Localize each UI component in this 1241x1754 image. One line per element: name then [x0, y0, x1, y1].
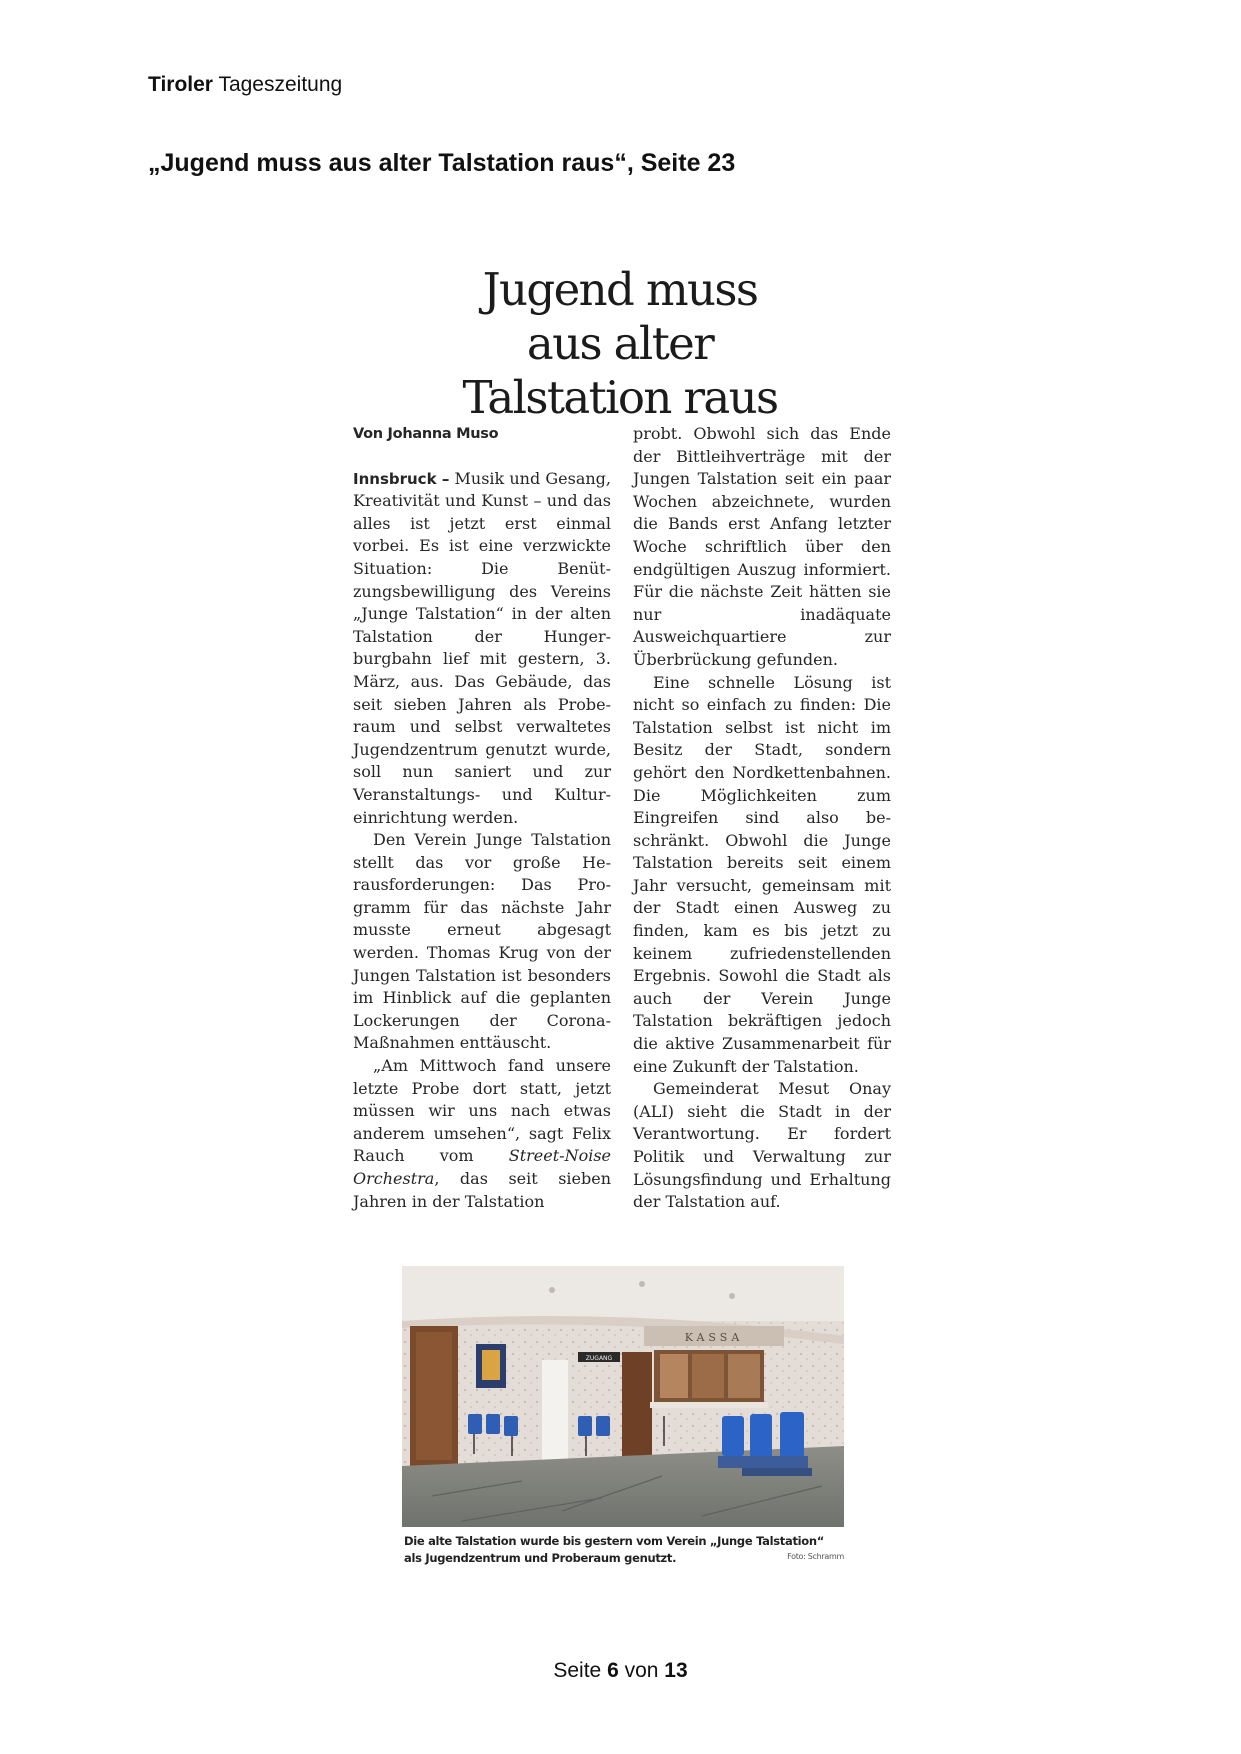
clipping-title: „Jugend muss aus alter Talstation raus“, Seite 23	[148, 149, 736, 177]
paragraph-5: Eine schnelle Lösung ist nicht so einfach zu finden: Die Talstation selbst ist nicht im Besitz der Stadt, sondern gehört den Nordkettenbahnen. Die Möglichkeiten zum Eingreifen sind also beschränkt. Obwohl die Junge Talstation bereits seit einem Jahr versucht, gemeinsam mit der Stadt einen Ausweg zu finden, kam es bis jetzt zu keinem zufriedenstellenden Ergebnis. Sowohl die Stadt als auch der Verein Junge Talstation bekräftigen jedoch die aktive Zusammenarbeit für eine Zukunft der Talstation.	[633, 672, 891, 1076]
paragraph-3-text-b: , das seit sieben Jahren in der Talstation	[353, 1169, 611, 1211]
photo-credit: Foto: Schramm	[787, 1552, 844, 1561]
sign-zugang: ZUGANG	[585, 1355, 613, 1362]
article-column-right	[633, 423, 891, 1214]
photo-caption	[404, 1533, 844, 1567]
paragraph-4: probt. Obwohl sich das Ende der Bittleihverträge mit der Jungen Talstation seit ein paar Wochen abzeichnete, wurden die Bands erst Anfang letzter Woche schriftlich über den endgültigen Auszug informiert. Für die nächste Zeit hätten sie nur inadäquate Ausweichquartiere zur Überbrückung gefunden.	[633, 424, 891, 669]
masthead-regular: Tageszeitung	[218, 73, 343, 96]
paragraph-1-text: Musik und Gesang, Kreativität und Kunst – und das alles ist jetzt erst einmal vorbei. Es ist eine verzwickte Situation: Die Benützungsbewilligung des Vereins „Junge Talstation“ in der alten Talstation der Hungerburgbahn lief mit gestern, 3. März, aus. Das Gebäude, das seit sieben Jahren als Proberaum und selbst verwaltetes Jugendzentrum genutzt wurde, soll nun saniert und zur Veranstaltungs- und Kultureinrichtung werden.	[353, 468, 611, 827]
article-headline	[340, 263, 900, 425]
footer-prefix: Seite	[553, 1659, 602, 1682]
article-photo	[402, 1266, 844, 1527]
orchestra-name: Street-Noise Orchestra	[353, 1146, 611, 1188]
paragraph-2: Den Verein Junge Talstation stellt das vor große Herausforderungen: Das Programm für das nächste Jahr musste erneut abgesagt werden. Thomas Krug von der Jungen Talstation ist besonders im Hinblick auf die geplanten Lockerungen der Corona-Maßnahmen enttäuscht.	[353, 830, 611, 1053]
masthead	[148, 73, 342, 97]
page-footer	[0, 1659, 1241, 1683]
masthead-bold: Tiroler	[148, 73, 213, 96]
paragraph-6: Gemeinderat Mesut Onay (ALI) sieht die Stadt in der Verantwortung. Er fordert Politik und Verwaltung zur Lösungsfindung und Erhaltung der Talstation auf.	[633, 1079, 891, 1212]
headline-line-2: aus alter	[526, 317, 714, 371]
dateline: Innsbruck –	[353, 469, 450, 488]
current-page-number: 6	[607, 1659, 619, 1682]
paragraph-3-text-a: „Am Mittwoch fand unsere letzte Probe dort statt, jetzt müssen wir uns nach etwas anderem umsehen“, sagt Felix Rauch vom	[353, 1056, 611, 1166]
headline-line-3: Talstation raus	[462, 371, 778, 425]
sign-kassa: KASSA	[684, 1331, 744, 1344]
caption-text: Die alte Talstation wurde bis gestern vom Verein „Junge Talstation“ als Jugendzentrum und Proberaum genutzt.	[404, 1534, 825, 1565]
article-column-left	[353, 423, 611, 1213]
footer-middle: von	[624, 1659, 659, 1682]
paragraph-1	[353, 468, 611, 830]
photo-illustration	[402, 1266, 844, 1527]
headline-line-1: Jugend muss	[482, 263, 758, 317]
byline: Von Johanna Muso	[353, 426, 499, 442]
paragraph-3	[353, 1055, 611, 1213]
total-page-number: 13	[664, 1659, 688, 1682]
